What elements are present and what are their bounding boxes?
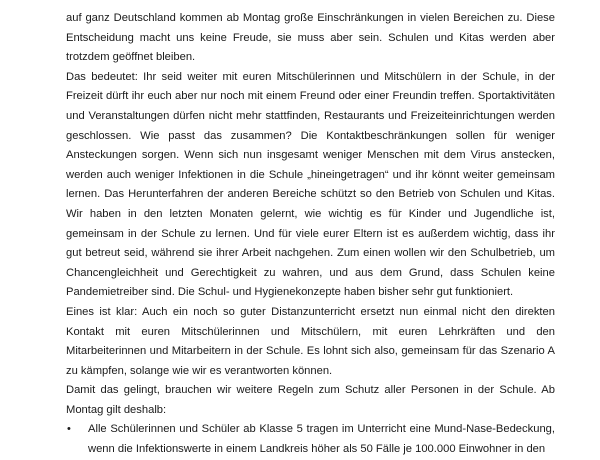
letter-page bbox=[66, 9, 555, 460]
paragraph-meaning: Das bedeutet: Ihr seid weiter mit euren Mitschülerinnen und Mitschülern in der Schule, in der Freizeit dürft ihr euch aber nur noch mit einem Freund oder einer Freundin treffen. Sportaktivitäten und Veranstaltungen dürfen nicht mehr stattfinden, Restaurants und Freizeiteinrichtungen werden geschlossen. Wie passt das zusammen? Die Kontaktbeschränkungen sollen für weniger Ansteckungen sorgen. Wenn sich nun insgesamt weniger Menschen mit dem Virus anstecken, werden auch weniger Infektionen in die Schule „hineingetragen“ und ihr könnt weiter gemeinsam lernen. Das Herunterfahren der anderen Bereiche schützt so den Betrieb von Schulen und Kitas. Wir haben in den letzten Monaten gelernt, wie wichtig es für Kinder und Jugendliche ist, gemeinsam in der Schule zu lernen. Und für viele eurer Eltern ist es außerdem wichtig, dass ihr gut betreut seid, während sie ihrer Arbeit nachgehen. Zum einen wollen wir den Schulbetrieb, um Chancengleichheit und Gerechtigkeit zu wahren, und aus dem Grund, dass Schulen keine Pandemietreiber sind. Die Schul- und Hygienekonzepte haben bisher sehr gut funktioniert. bbox=[66, 70, 555, 299]
rules-list bbox=[66, 420, 555, 459]
paragraph-intro: auf ganz Deutschland kommen ab Montag große Einschränkungen in vielen Bereichen zu. Diese Entscheidung macht uns keine Freude, sie muss aber sein. Schulen und Kitas werden aber trotzdem geöffnet bleiben. bbox=[66, 12, 555, 64]
paragraph-distance-learning: Eines ist klar: Auch ein noch so guter Distanzunterricht ersetzt nun einmal nicht den direkten Kontakt mit euren Mitschülerinnen und Mitschülern, mit euren Lehrkräften und den Mitarbeiterinnen und Mitarbeitern in der Schule. Es lohnt sich also, gemeinsam für das Szenario A zu kämpfen, solange wie wir es verantworten können. bbox=[66, 305, 555, 377]
bullet-icon: • bbox=[67, 423, 71, 436]
list-item bbox=[66, 420, 555, 459]
list-item-text: Alle Schülerinnen und Schüler ab Klasse 5 tragen im Unterricht eine Mund-Nase-Bedeckung, wenn die Infektionswerte in einem Landkreis höher als 50 Fälle je 100.000 Einwohner in den bbox=[88, 423, 555, 456]
paragraph-rules-intro: Damit das gelingt, brauchen wir weitere Regeln zum Schutz aller Personen in der Schule. Ab Montag gilt deshalb: bbox=[66, 384, 555, 416]
